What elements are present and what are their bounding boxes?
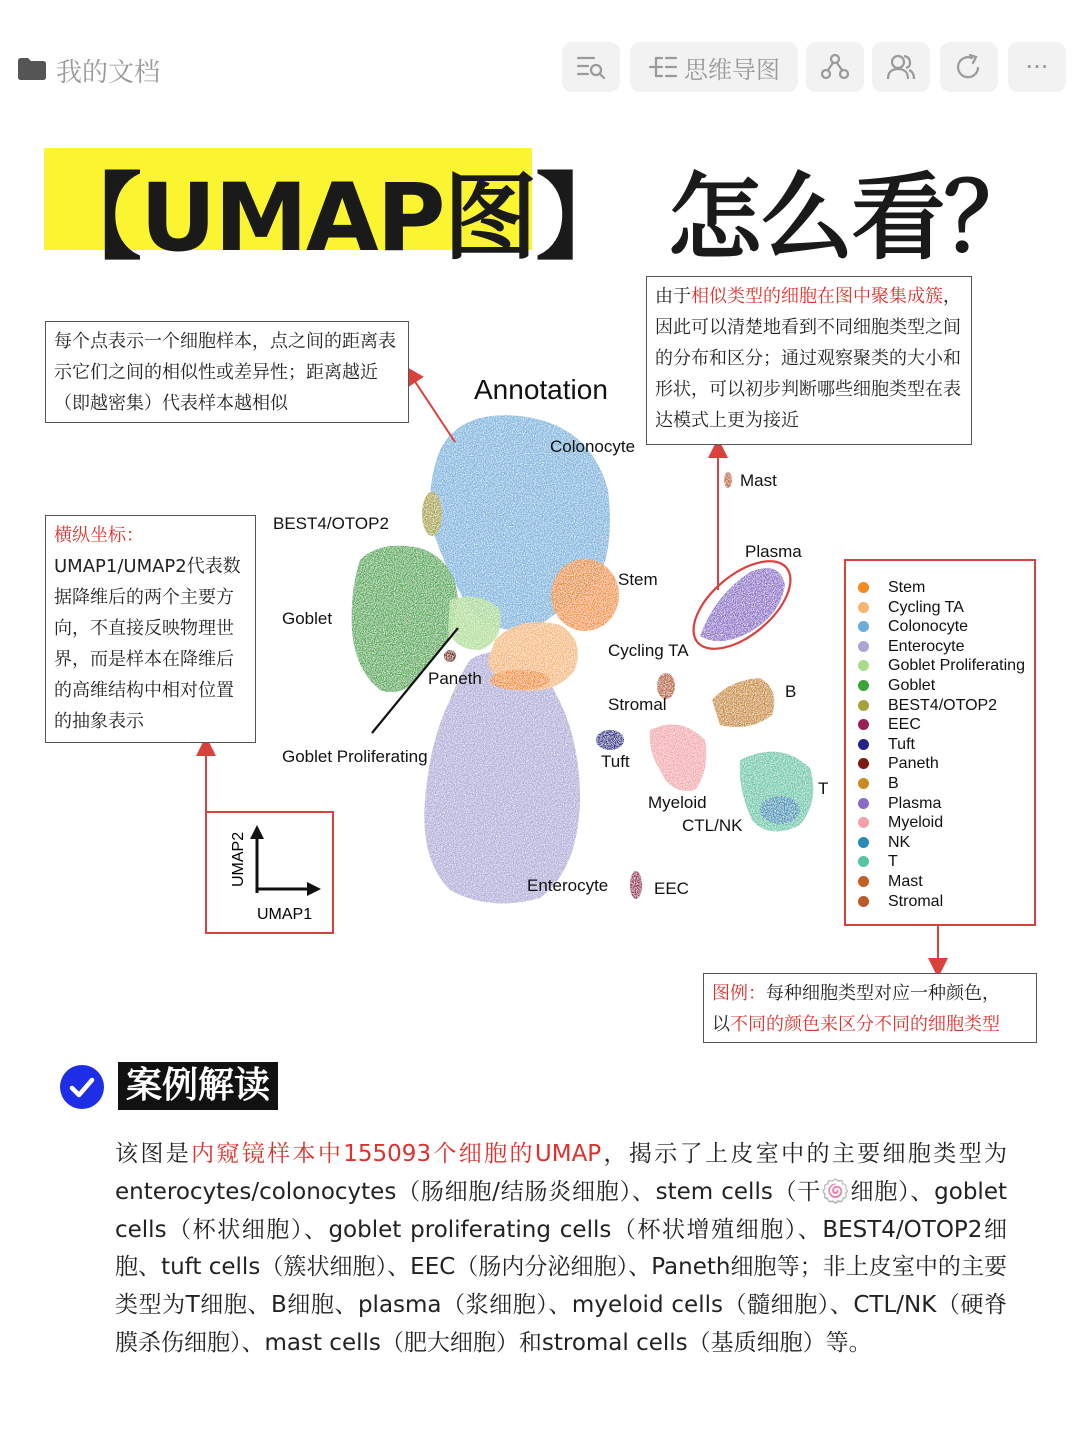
legend-label: NK — [888, 833, 911, 851]
legend-label: T — [888, 853, 898, 871]
legend-swatch — [858, 876, 869, 887]
legend-label: Myeloid — [888, 814, 944, 832]
legend-item — [858, 638, 964, 656]
legend-item — [858, 677, 935, 695]
legend-label: Goblet Proliferating — [888, 657, 1025, 675]
legend-swatch — [858, 641, 869, 652]
cluster-myeloid — [650, 724, 707, 790]
label-stem: Stem — [618, 570, 658, 589]
legend-swatch — [858, 602, 869, 613]
legend-swatch — [858, 896, 869, 907]
legend-item — [858, 853, 898, 871]
cluster-tuft — [596, 730, 624, 750]
label-goblet-proliferating: Goblet Proliferating — [282, 747, 428, 766]
cluster-paneth — [444, 650, 456, 662]
legend-swatch — [858, 680, 869, 691]
legend-swatch — [858, 856, 869, 867]
legend-item — [858, 834, 910, 852]
legend-swatch — [858, 621, 869, 632]
legend-label: Goblet — [888, 677, 936, 694]
note-cluster: 由于相似类型的细胞在图中聚集成簇，因此可以清楚地看到不同细胞类型之间的分布和区分；通过观察聚类的大小和形状，可以初步判断哪些细胞类型在表达模式上更为接近 — [646, 276, 972, 445]
legend-item — [858, 893, 943, 911]
legend-label: BEST4/OTOP2 — [888, 696, 998, 714]
label-goblet: Goblet — [282, 609, 333, 628]
legend-item — [858, 795, 941, 813]
label-enterocyte: Enterocyte — [527, 876, 609, 895]
label-colonocyte: Colonocyte — [550, 437, 636, 456]
note-axes — [45, 515, 256, 743]
note-axes-body: UMAP1/UMAP2代表数据降维后的两个主要方向，不直接反映物理世界，而是样本在降维后的高维结构中相对位置的抽象表示 — [54, 556, 241, 732]
legend-swatch — [858, 837, 869, 848]
legend-swatch — [858, 660, 869, 671]
legend-label: Enterocyte — [888, 637, 965, 655]
label-plasma: Plasma — [745, 542, 802, 561]
cluster-goblet-proliferating — [448, 597, 501, 650]
label-myeloid: Myeloid — [648, 793, 707, 812]
legend-label: B — [888, 775, 899, 792]
legend-item — [858, 775, 899, 793]
legend-label: Colonocyte — [888, 618, 969, 636]
label-cycling-ta: Cycling TA — [608, 641, 689, 660]
legend-item — [858, 814, 943, 832]
cluster-stem — [551, 559, 619, 631]
label-mast: Mast — [740, 471, 777, 490]
axis-indicator — [205, 811, 334, 934]
axis-xlabel: UMAP1 — [257, 906, 313, 923]
legend-item — [858, 873, 923, 891]
legend-swatch — [858, 778, 869, 789]
label-stromal: Stromal — [608, 695, 667, 714]
cluster-best4 — [422, 492, 442, 536]
axis-arrows-icon — [207, 813, 332, 932]
axis-ylabel: UMAP2 — [230, 831, 247, 887]
legend-swatch — [858, 739, 869, 750]
note-distance: 每个点表示一个细胞样本，点之间的距离表示它们之间的相似性或差异性；距离越近（即越密集）代表样本越相似 — [45, 321, 409, 423]
headline-rest: 怎么看？ — [667, 164, 1036, 273]
legend-swatch — [858, 719, 869, 730]
note-legend: 图例：每种细胞类型对应一种颜色， 以不同的颜色来区分不同的细胞类型 — [703, 973, 1037, 1043]
section-title: 案例解读 — [118, 1062, 278, 1110]
legend-swatch — [858, 700, 869, 711]
cluster-eec — [630, 871, 642, 899]
cluster-b — [712, 678, 774, 727]
legend-swatch — [858, 817, 869, 828]
legend-label: EEC — [888, 716, 921, 734]
legend-item — [858, 736, 915, 754]
note-axes-title: 横纵坐标： — [54, 525, 144, 546]
legend-label: Paneth — [888, 755, 939, 773]
legend-label: Stromal — [888, 892, 944, 910]
legend-item — [858, 697, 997, 715]
legend-swatch — [858, 582, 869, 593]
legend-item — [858, 579, 925, 597]
legend-item — [858, 716, 921, 734]
legend-label: Cycling TA — [888, 598, 964, 616]
label-best4: BEST4/OTOP2 — [273, 514, 389, 533]
legend-label: Mast — [888, 873, 923, 890]
cluster-nk — [760, 796, 800, 824]
legend-swatch — [858, 758, 869, 769]
headline-highlight: 【UMAP图】 — [48, 164, 628, 273]
legend-swatch — [858, 798, 869, 809]
label-eec: EEC — [654, 879, 689, 898]
label-ctl-nk: CTL/NK — [682, 816, 743, 835]
label-t: T — [818, 779, 829, 798]
chart-title: Annotation — [474, 374, 608, 405]
label-b: B — [785, 682, 797, 701]
more-icon: ··· — [1025, 53, 1049, 81]
cluster-plasma — [700, 568, 785, 641]
legend-item — [858, 755, 939, 773]
section-paragraph: 该图是内窥镜样本中155093个细胞的UMAP，揭示了上皮室中的主要细胞类型为enterocytes/colonocytes（肠细胞/结肠炎细胞）、stem cells（干🍥细胞）、goblet cells（杯状细胞）、goblet proliferating cells（杯状增殖细胞）、BEST4/OTOP2细胞、tuft cells（簇状细胞）、EEC（肠内分泌细胞）、Paneth细胞等；非上皮室中的主要类型为T细胞、B细胞、plasma（浆细胞）、myeloid cells（髓细胞）、CTL/NK（硬脊膜杀伤细胞）、mast cells（肥大细胞）和stromal cells（基质细胞）等。 — [115, 1141, 1008, 1356]
legend-label: Plasma — [888, 794, 942, 812]
legend-item — [858, 599, 964, 617]
legend-item — [858, 618, 968, 636]
chart-legend — [844, 559, 1036, 926]
checkmark-icon — [60, 1065, 104, 1109]
arrow-distance — [410, 374, 455, 442]
label-tuft: Tuft — [601, 752, 630, 771]
doc-title[interactable]: 我的文档 — [56, 58, 161, 88]
legend-item — [858, 657, 1025, 675]
cluster-mast — [724, 472, 732, 488]
label-paneth: Paneth — [428, 669, 482, 688]
legend-label: Tuft — [888, 735, 915, 753]
cluster-enterocyte — [424, 652, 580, 903]
legend-label: Stem — [888, 579, 926, 596]
mindmap-label: 思维导图 — [684, 55, 780, 84]
